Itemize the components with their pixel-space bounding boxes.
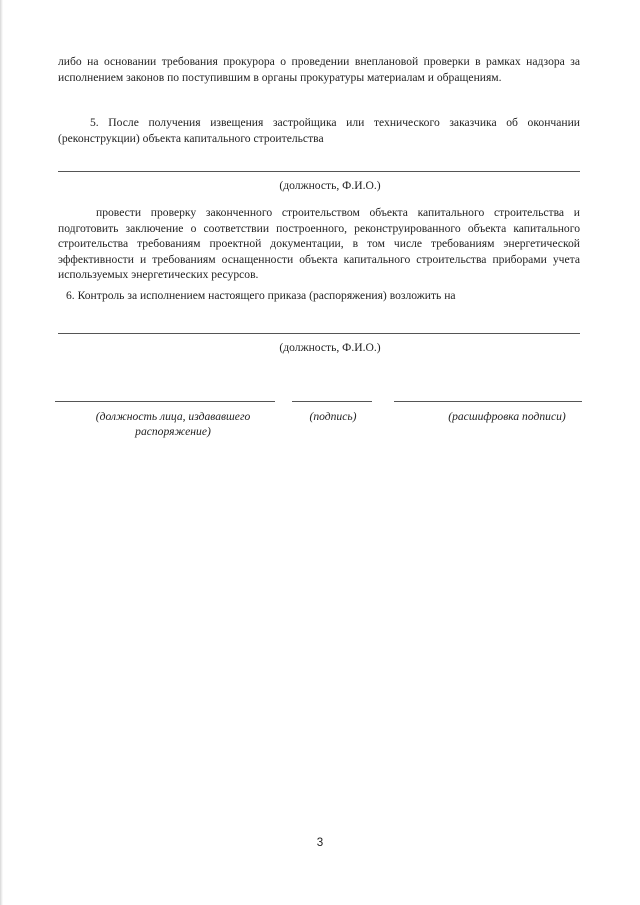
- paragraph-item-6: 6. Контроль за исполнением настоящего приказа (распоряжения) возложить на: [66, 289, 456, 302]
- signature-line-position: [55, 401, 275, 402]
- paragraph-conduct-inspection: провести проверку законченного строительством объекта капитального строительства и подготовить заключение о соответствии построенного, реконструированного объекта капитального строительства требованиям проектной документации, в том числе требованиям энергетической эффективности и требованиям оснащенности объекта капитального строительства приборами учета используемых энергетических ресурсов.: [58, 206, 580, 282]
- signature-label-name: (расшифровка подписи): [448, 410, 566, 423]
- signature-line-signature: [292, 401, 372, 402]
- paragraph-prosecutor-request: либо на основании требования прокурора о проведении внеплановой проверки в рамках надзора за исполнением законов по поступившим в органы прокуратуры материалам и обращениям.: [58, 55, 580, 84]
- signature-label-signature: (подпись): [309, 410, 357, 423]
- paragraph-item-5: 5. После получения извещения застройщика или технического заказчика об окончании (реконструкции) объекта капитального строительства: [58, 116, 580, 145]
- page-number: 3: [316, 836, 324, 849]
- signature-line-name: [394, 401, 582, 402]
- scan-edge: [0, 0, 3, 905]
- caption-position-name-2: (должность, Ф.И.О.): [279, 341, 381, 354]
- signature-label-position: (должность лица, издававшего распоряжение): [95, 410, 251, 438]
- fill-in-line-inspector: [58, 171, 580, 172]
- fill-in-line-control: [58, 333, 580, 334]
- caption-position-name-1: (должность, Ф.И.О.): [279, 179, 381, 192]
